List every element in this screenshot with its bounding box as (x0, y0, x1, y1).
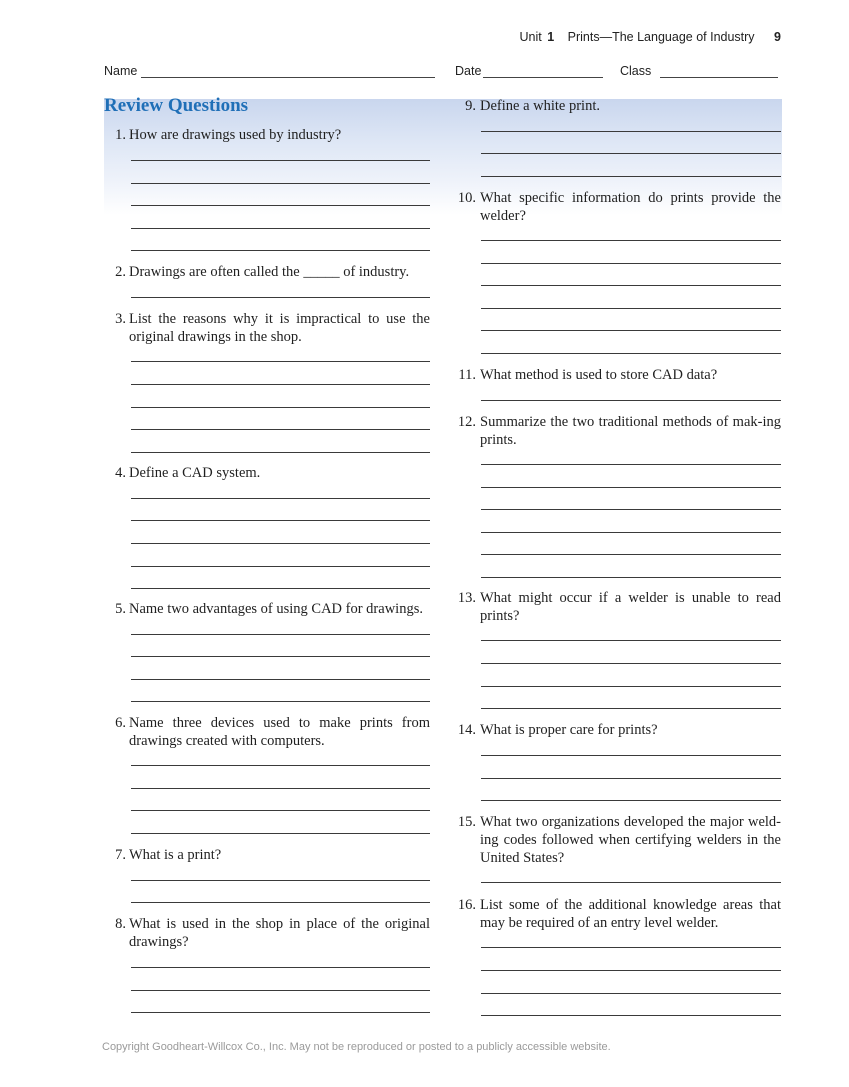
question-text: What method is used to store CAD data? (480, 367, 718, 383)
question-number: 15. (457, 814, 476, 830)
answer-line[interactable] (131, 452, 430, 453)
question-14 (454, 721, 781, 739)
answer-line[interactable] (131, 250, 430, 251)
question-4 (104, 464, 430, 482)
name-label: Name (104, 64, 138, 78)
question-text: What might occur if a welder is unable to read prints? (480, 590, 781, 624)
question-15 (454, 813, 781, 867)
answer-line[interactable] (131, 566, 430, 567)
answer-line[interactable] (481, 755, 781, 756)
answer-line[interactable] (131, 679, 430, 680)
question-text: Define a CAD system. (129, 465, 261, 481)
answer-line[interactable] (481, 708, 781, 709)
question-6 (104, 714, 430, 750)
question-9 (454, 97, 781, 115)
question-text: Name two advantages of using CAD for drawings. (129, 601, 423, 617)
question-10 (454, 189, 781, 225)
section-title: Review Questions (104, 95, 249, 116)
question-12 (454, 413, 781, 449)
question-number: 16. (457, 897, 476, 913)
answer-line[interactable] (131, 588, 430, 589)
answer-line[interactable] (131, 228, 430, 229)
answer-line[interactable] (131, 297, 430, 298)
running-header (519, 30, 781, 44)
answer-line[interactable] (131, 634, 430, 635)
chapter-title: Prints—The Language of Industry (567, 30, 755, 44)
question-5 (104, 600, 434, 618)
answer-line[interactable] (481, 285, 781, 286)
question-text: What is proper care for prints? (480, 722, 658, 738)
answer-line[interactable] (481, 532, 781, 533)
answer-line[interactable] (481, 800, 781, 801)
answer-line[interactable] (481, 882, 781, 883)
answer-line[interactable] (481, 947, 781, 948)
question-2 (104, 263, 430, 281)
date-field[interactable] (483, 77, 603, 78)
answer-line[interactable] (131, 880, 430, 881)
answer-line[interactable] (481, 509, 781, 510)
answer-line[interactable] (131, 967, 430, 968)
question-8 (104, 915, 430, 951)
answer-line[interactable] (481, 464, 781, 465)
answer-line[interactable] (131, 833, 430, 834)
answer-line[interactable] (131, 990, 430, 991)
question-13 (454, 589, 781, 625)
answer-line[interactable] (131, 205, 430, 206)
answer-line[interactable] (481, 778, 781, 779)
answer-line[interactable] (481, 663, 781, 664)
answer-line[interactable] (131, 520, 430, 521)
answer-line[interactable] (481, 353, 781, 354)
answer-line[interactable] (131, 498, 430, 499)
answer-line[interactable] (131, 361, 430, 362)
answer-line[interactable] (131, 765, 430, 766)
answer-line[interactable] (481, 263, 781, 264)
copyright-footer: Copyright Goodheart-Willcox Co., Inc. May not be reproduced or posted to a publicly accessible website. (102, 1041, 611, 1053)
answer-line[interactable] (481, 554, 781, 555)
answer-line[interactable] (131, 429, 430, 430)
question-number: 12. (457, 414, 476, 430)
question-text: List some of the additional knowledge areas that may be required of an entry level welder. (480, 897, 781, 931)
answer-line[interactable] (131, 810, 430, 811)
question-text: Define a white print. (480, 98, 600, 114)
question-number: 11. (458, 367, 476, 383)
answer-line[interactable] (131, 183, 430, 184)
question-number: 5. (115, 601, 126, 617)
question-1 (104, 126, 430, 144)
question-16 (454, 896, 781, 932)
answer-line[interactable] (131, 160, 430, 161)
question-text: Drawings are often called the _____ of industry. (129, 264, 410, 280)
question-number: 3. (115, 311, 126, 327)
answer-line[interactable] (481, 308, 781, 309)
unit-number: 1 (547, 30, 555, 44)
answer-line[interactable] (481, 330, 781, 331)
student-info-row (104, 64, 780, 82)
answer-line[interactable] (481, 640, 781, 641)
class-label: Class (620, 64, 652, 78)
answer-line[interactable] (481, 131, 781, 132)
question-number: 6. (115, 715, 126, 731)
answer-line[interactable] (481, 400, 781, 401)
question-text: What two organizations developed the major weld-ing codes followed when certifying welders in the United States? (480, 814, 781, 866)
unit-label: Unit (519, 30, 542, 44)
answer-line[interactable] (481, 993, 781, 994)
answer-line[interactable] (481, 686, 781, 687)
answer-line[interactable] (481, 970, 781, 971)
question-text: Summarize the two traditional methods of mak-ing prints. (480, 414, 781, 448)
question-text: What is used in the shop in place of the original drawings? (129, 916, 430, 950)
answer-line[interactable] (481, 176, 781, 177)
answer-line[interactable] (481, 153, 781, 154)
answer-line[interactable] (131, 407, 430, 408)
name-field[interactable] (141, 77, 435, 78)
class-field[interactable] (660, 77, 778, 78)
question-text: What is a print? (129, 847, 222, 863)
page-number: 9 (774, 30, 781, 44)
question-text: Name three devices used to make prints from drawings created with computers. (129, 715, 430, 749)
answer-line[interactable] (131, 788, 430, 789)
question-number: 8. (115, 916, 126, 932)
question-7 (104, 846, 430, 864)
question-number: 7. (115, 847, 126, 863)
date-label: Date (455, 64, 482, 78)
answer-line[interactable] (131, 543, 430, 544)
answer-line[interactable] (131, 701, 430, 702)
answer-line[interactable] (131, 1012, 430, 1013)
question-number: 13. (457, 590, 476, 606)
question-number: 1. (115, 127, 126, 143)
question-number: 9. (465, 98, 476, 114)
question-number: 14. (457, 722, 476, 738)
question-3 (104, 310, 430, 346)
question-number: 4. (115, 465, 126, 481)
question-number: 2. (115, 264, 126, 280)
answer-line[interactable] (481, 487, 781, 488)
answer-line[interactable] (131, 902, 430, 903)
question-text: What specific information do prints provide the welder? (480, 190, 781, 224)
question-number: 10. (457, 190, 476, 206)
answer-line[interactable] (481, 1015, 781, 1016)
answer-line[interactable] (131, 384, 430, 385)
answer-line[interactable] (131, 656, 430, 657)
question-text: List the reasons why it is impractical to use the original drawings in the shop. (129, 311, 430, 345)
question-11 (454, 366, 781, 384)
answer-line[interactable] (481, 577, 781, 578)
answer-line[interactable] (481, 240, 781, 241)
question-text: How are drawings used by industry? (129, 127, 342, 143)
